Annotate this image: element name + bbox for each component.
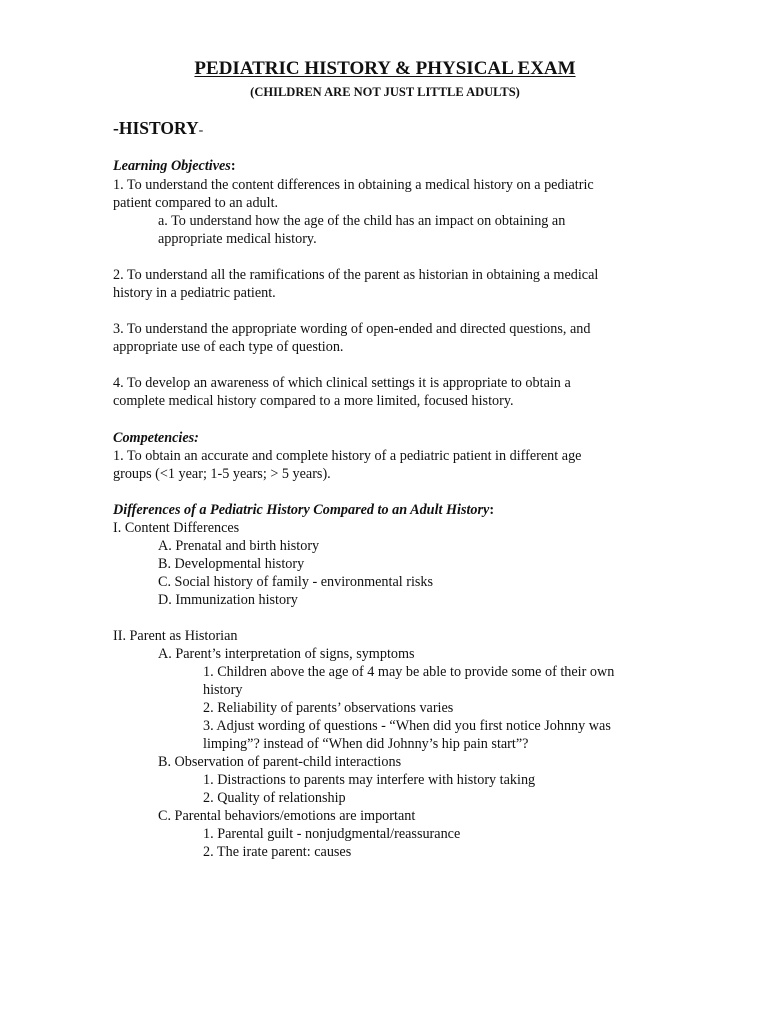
objective-4-line-2: complete medical history compared to a more limited, focused history. <box>113 393 514 409</box>
parent-as-historian-title: II. Parent as Historian <box>113 628 238 644</box>
list-item: B. Observation of parent-child interactions <box>158 754 402 770</box>
objective-1-line-2: patient compared to an adult. <box>113 195 279 211</box>
page-subtitle: (CHILDREN ARE NOT JUST LITTLE ADULTS) <box>250 85 520 99</box>
objective-3-line-2: appropriate use of each type of question. <box>113 339 344 355</box>
competency-1-line-1: 1. To obtain an accurate and complete history of a pediatric patient in different age <box>113 448 582 464</box>
objective-2-line-2: history in a pediatric patient. <box>113 285 276 301</box>
list-item: A. Parent’s interpretation of signs, symptoms <box>158 646 415 662</box>
list-item: C. Parental behaviors/emotions are important <box>158 808 416 824</box>
learning-objectives-heading: Learning Objectives: <box>113 158 236 174</box>
list-item: A. Prenatal and birth history <box>158 538 320 554</box>
competencies-heading: Competencies: <box>113 430 199 446</box>
objective-4-line-1: 4. To develop an awareness of which clinical settings it is appropriate to obtain a <box>113 375 571 391</box>
objective-1a-line-2: appropriate medical history. <box>158 231 317 247</box>
differences-heading: Differences of a Pediatric History Compared to an Adult History: <box>113 502 495 518</box>
objective-2-line-1: 2. To understand all the ramifications of the parent as historian in obtaining a medical <box>113 267 599 283</box>
content-differences-title: I. Content Differences <box>113 520 240 536</box>
list-item: 2. The irate parent: causes <box>203 844 352 860</box>
list-item: 1. Parental guilt - nonjudgmental/reassurance <box>203 826 461 842</box>
objective-1a-line-1: a. To understand how the age of the child has an impact on obtaining an <box>158 213 566 229</box>
history-heading: -HISTORY- <box>113 118 204 138</box>
list-item: B. Developmental history <box>158 556 305 572</box>
page-title: PEDIATRIC HISTORY & PHYSICAL EXAM <box>194 58 576 79</box>
objective-3-line-1: 3. To understand the appropriate wording of open-ended and directed questions, and <box>113 321 591 337</box>
list-item: D. Immunization history <box>158 592 298 608</box>
list-item: 2. Quality of relationship <box>203 790 346 806</box>
list-item: 3. Adjust wording of questions - “When did you first notice Johnny was <box>203 718 611 734</box>
list-item: 1. Children above the age of 4 may be able to provide some of their own <box>203 664 615 680</box>
list-item: 2. Reliability of parents’ observations varies <box>203 700 454 716</box>
list-item: 1. Distractions to parents may interfere with history taking <box>203 772 536 788</box>
competency-1-line-2: groups (<1 year; 1-5 years; > 5 years). <box>113 466 331 482</box>
list-item: C. Social history of family - environmental risks <box>158 574 434 590</box>
list-item-continued: history <box>203 682 243 698</box>
objective-1-line-1: 1. To understand the content differences in obtaining a medical history on a pediatric <box>113 177 594 193</box>
list-item-continued: limping”? instead of “When did Johnny’s hip pain start”? <box>203 736 529 752</box>
